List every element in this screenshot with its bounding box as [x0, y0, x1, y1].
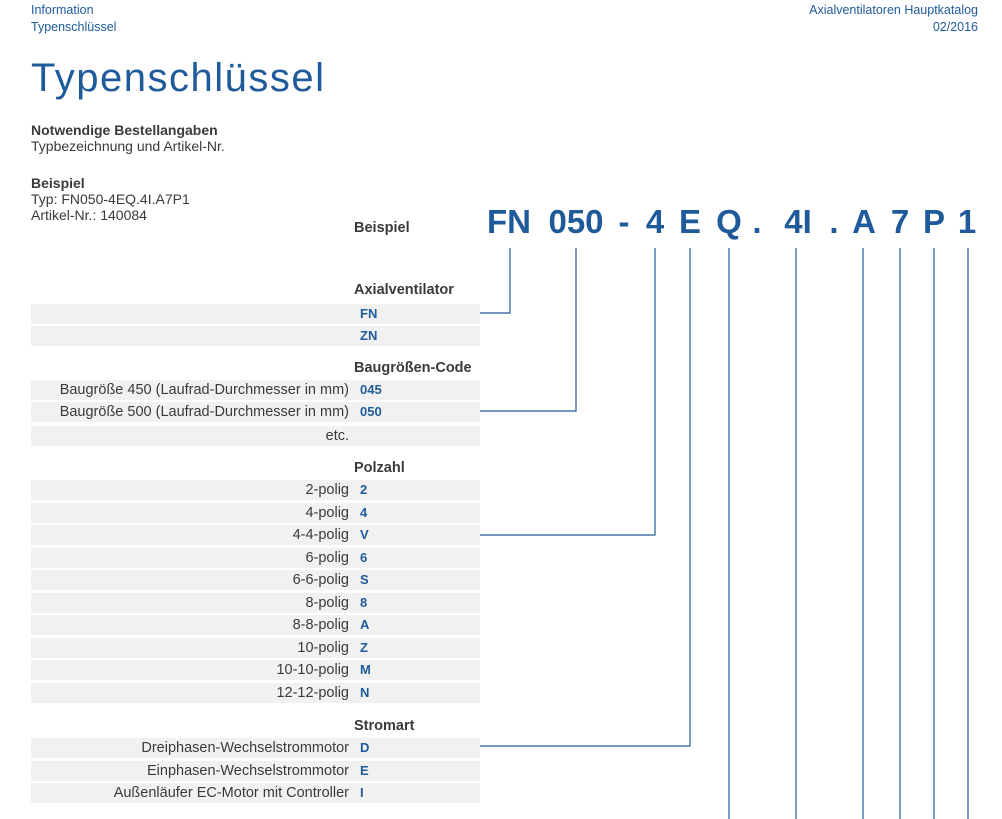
- row-label: Baugröße 450 (Laufrad-Durchmesser in mm): [59, 382, 349, 398]
- header-catalog-date: 02/2016: [932, 20, 978, 34]
- diagram-example-label: Beispiel: [354, 220, 410, 236]
- row-code: 6: [360, 550, 368, 565]
- intro-heading: Notwendige Bestellangaben: [31, 122, 218, 138]
- row-label: 4-polig: [305, 505, 349, 521]
- row-label: 2-polig: [305, 482, 349, 498]
- row-code: 8: [360, 595, 368, 610]
- code-part-series: FN: [487, 203, 531, 240]
- row-code: M: [360, 662, 371, 677]
- row-code: 2: [360, 482, 368, 497]
- section-title-axial: Axialventilator: [354, 282, 454, 298]
- code-part-dot2: .: [829, 203, 839, 240]
- code-part-4i: 4I: [784, 203, 812, 240]
- code-part-q: Q: [716, 203, 742, 240]
- row-label: Einphasen-Wechselstrommotor: [146, 763, 349, 779]
- row-label: 8-8-polig: [292, 617, 349, 633]
- section-title-current: Stromart: [354, 718, 415, 734]
- connector-current: [480, 248, 690, 746]
- row-code: D: [360, 740, 370, 755]
- row-label: Baugröße 500 (Laufrad-Durchmesser in mm): [59, 404, 349, 420]
- row-code: 045: [360, 382, 382, 397]
- row-code: 050: [360, 404, 382, 419]
- header-page-label: Typenschlüssel: [31, 20, 117, 34]
- row-code: ZN: [360, 328, 378, 343]
- connector-series: [480, 248, 510, 313]
- code-part-dash: -: [618, 203, 630, 240]
- intro-text: Typbezeichnung und Artikel-Nr.: [31, 138, 225, 154]
- row-label: 6-polig: [305, 550, 349, 566]
- example-type: Typ: FN050-4EQ.4I.A7P1: [31, 191, 190, 207]
- row-label: 4-4-polig: [292, 527, 349, 543]
- row-code: N: [360, 685, 370, 700]
- row-code: E: [360, 763, 369, 778]
- code-part-7: 7: [890, 203, 910, 240]
- row-label: 10-10-polig: [276, 662, 349, 678]
- example-article: Artikel-Nr.: 140084: [31, 207, 147, 223]
- code-part-current: E: [678, 203, 702, 240]
- connector-poles: [480, 248, 655, 535]
- row-label: 10-polig: [297, 640, 349, 656]
- row-label: Außenläufer EC-Motor mit Controller: [113, 785, 349, 801]
- row-label: 12-12-polig: [276, 685, 349, 701]
- section-title-size: Baugrößen-Code: [354, 360, 472, 376]
- row-code: Z: [360, 640, 368, 655]
- row-label: Dreiphasen-Wechselstrommotor: [141, 740, 349, 756]
- section-title-poles: Polzahl: [354, 460, 405, 476]
- row-label: 6-6-polig: [292, 572, 349, 588]
- page-title: Typenschlüssel: [31, 56, 326, 100]
- code-part-a: A: [852, 203, 876, 240]
- row-code: FN: [360, 306, 378, 321]
- code-part-size: 050: [548, 203, 604, 240]
- row-code: 4: [360, 505, 368, 520]
- row-label: 8-polig: [305, 595, 349, 611]
- code-part-poles: 4: [645, 203, 665, 240]
- code-part-dot1: .: [752, 203, 762, 240]
- row-label: etc.: [325, 428, 349, 444]
- header-catalog-name: Axialventilatoren Hauptkatalog: [809, 3, 978, 17]
- row-code: S: [360, 572, 369, 587]
- code-part-p: P: [922, 203, 946, 240]
- row-code: I: [360, 785, 364, 800]
- example-heading: Beispiel: [31, 175, 85, 191]
- connector-size: [480, 248, 576, 411]
- row-code: A: [360, 617, 370, 632]
- code-part-1: 1: [957, 203, 977, 240]
- row-code: V: [360, 527, 369, 542]
- header-section-label: Information: [31, 3, 94, 17]
